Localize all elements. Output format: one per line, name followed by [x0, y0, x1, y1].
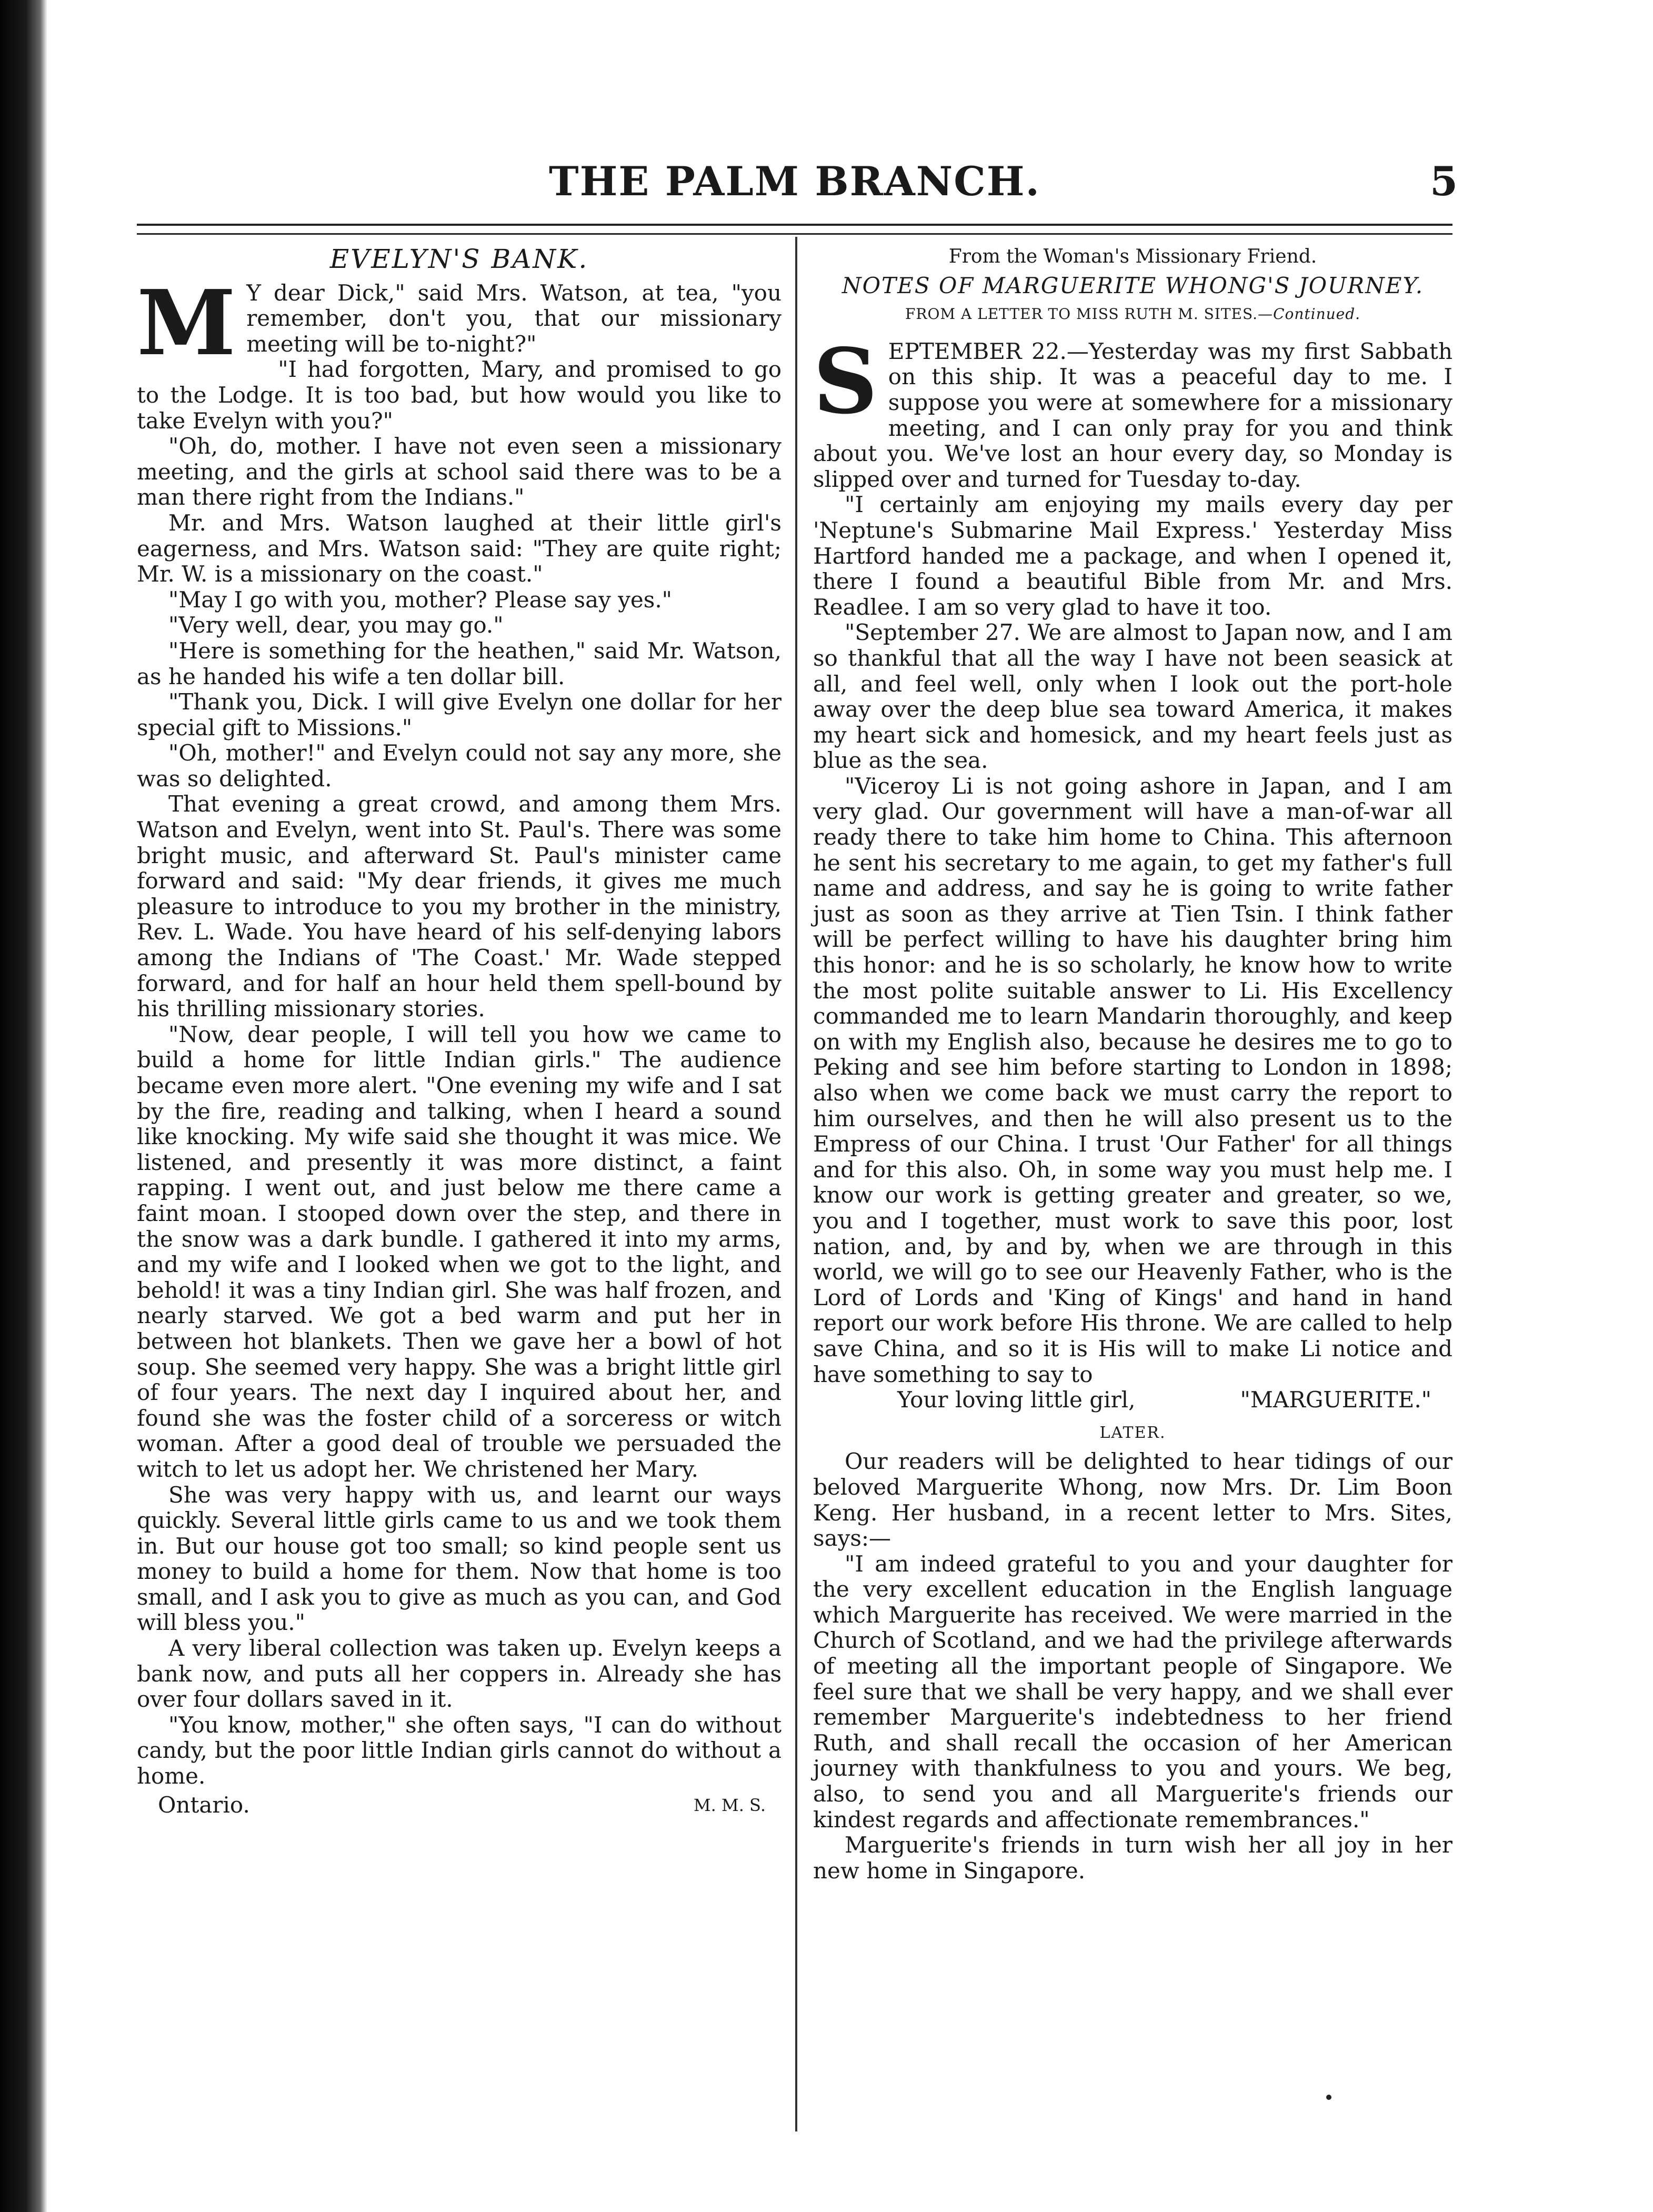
page-header: [137, 158, 1458, 216]
paragraph: Y dear Dick," said Mrs. Watson, at tea, "you remember, don't you, that our missionary meeting will be to-night?": [246, 279, 782, 357]
paragraph: "Viceroy Li is not going ashore in Japan, and I am very glad. Our government will have a man-of-war all ready there to take him home to China. This afternoon he sent his secretary to me again, to get my father's full name and address, and say he is going to write father just as soon as they arrive at Tien Tsin. I think father will be perfect willing to have his daughter bring him this honor: and he is so scholarly, he know how to write the most polite suitable answer to Li. His Excellency commanded me to learn Mandarin thoroughly, and keep on with my English also, because he desires me to go to Peking and see him before starting to London in 1898; also when we come back we must carry the report to him ourselves, and then he will also present us to the Empress of our China. I trust 'Our Father' for all things and for this also. Oh, in some way you must help me. I know our work is getting greater and greater, so we, you and I together, must work to save this poor, lost nation, and, by and by, when we are through in this world, we will go to see our Heavenly Father, who is the Lord of Lords and 'King of Kings' and hand in hand report our work before His throne. We are called to help save China, and so it is His will to make Li notice and have something to say to: [813, 773, 1452, 1387]
closing-text: Your loving little girl,: [897, 1387, 1136, 1413]
paragraph: "Oh, do, mother. I have not even seen a missionary meeting, and the girls at school said there was to be a man there right from the Indians.": [137, 433, 782, 511]
paragraph: "I certainly am enjoying my mails every day per 'Neptune's Submarine Mail Express.' Yesterday Miss Hartford handed me a package, and when I opened it, there I found a beautiful Bible from Mr. and Mrs. Readlee. I am so very glad to have it too.: [813, 492, 1452, 620]
paragraph: "Very well, dear, you may go.": [168, 612, 504, 638]
drop-cap: M: [137, 270, 236, 376]
paragraph: "Thank you, Dick. I will give Evelyn one dollar for her special gift to Missions.": [137, 689, 782, 740]
column-divider: [795, 237, 797, 2131]
ink-speck: [1326, 2095, 1331, 2100]
byline-continued: Continued.: [1273, 305, 1361, 323]
paragraph: EPTEMBER 22.—Yesterday was my first Sabbath on this ship. It was a peaceful day to me. I suppose you were at somewhere for a missionary meeting, and I can only pray for you and think about you. We've lost an hour every day, so Monday is slipped over and turned for Tuesday to-day.: [813, 338, 1452, 492]
byline: [813, 302, 1452, 327]
paragraph: Our readers will be delighted to hear tidings of our beloved Marguerite Whong, now Mrs. Dr. Lim Boon Keng. Her husband, in a recent letter to Mrs. Sites, says:—: [813, 1448, 1452, 1552]
paragraph: "I am indeed grateful to you and your daughter for the very excellent education in the English language which Marguerite has received. We were married in the Church of Scotland, and we had the privilege afterwards of meeting all the important people of Singapore. We feel sure that we shall be very happy, and we shall ever remember Marguerite's indebtedness to her friend Ruth, and shall recall the occasion of her American journey with thankfulness to you and yours. We beg, also, to send you and all Marguerite's friends our kindest regards and affectionate remembrances.": [813, 1550, 1452, 1833]
paragraph: She was very happy with us, and learnt our ways quickly. Several little girls came to us and we took them in. But our house got too small; so kind people sent us money to build a home for them. Now that home is too small, and I ask you to give as much as you can, and God will bless you.": [137, 1482, 782, 1636]
page-title: THE PALM BRANCH.: [549, 158, 1040, 205]
story-title: EVELYN'S BANK.: [329, 244, 589, 274]
signoff: [137, 1793, 782, 1818]
header-rule: [137, 224, 1452, 235]
article-title: NOTES OF MARGUERITE WHONG'S JOURNEY.: [841, 272, 1424, 298]
source-line: From the Woman's Missionary Friend.: [948, 246, 1317, 267]
left-column: [137, 242, 782, 1818]
paragraph: Marguerite's friends in turn wish her all joy in her new home in Singapore.: [813, 1832, 1452, 1884]
signature: "MARGUERITE.": [1240, 1387, 1431, 1413]
paragraph: "September 27. We are almost to Japan now, and I am so thankful that all the way I have not been seasick at all, and feel well, only when I look out the port-hole away over the deep blue sea toward America, it makes my heart sick and homesick, and my heart feels just as blue as the sea.: [813, 619, 1452, 774]
drop-cap: S: [813, 328, 878, 434]
paragraph: "May I go with you, mother? Please say yes.": [168, 586, 672, 613]
paragraph: That evening a great crowd, and among them Mrs. Watson and Evelyn, went into St. Paul's. There was some bright music, and afterward St. Paul's minister came forward and said: "My dear friends, it gives me much pleasure to introduce to you my brother in the ministry, Rev. L. Wade. You have heard of his self-denying labors among the Indians of 'The Coast.' Mr. Wade stepped forward, and for half an hour held them spell-bound by his thrilling missionary stories.: [137, 791, 782, 1022]
byline-text: FROM A LETTER TO MISS RUTH M. SITES.—: [905, 305, 1274, 323]
page-number: 5: [1430, 158, 1458, 205]
paragraph: "Oh, mother!" and Evelyn could not say any more, she was so delighted.: [137, 740, 782, 792]
scan-edge: [0, 0, 47, 2212]
later-heading: LATER.: [1099, 1423, 1166, 1442]
paragraph: "You know, mother," she often says, "I can do without candy, but the poor little Indian girls cannot do without a home.: [137, 1711, 782, 1789]
paragraph: Mr. and Mrs. Watson laughed at their little girl's eagerness, and Mrs. Watson said: "They are quite right; Mr. W. is a missionary on the coast.": [137, 509, 782, 587]
closing-line: [897, 1387, 1431, 1413]
paragraph: A very liberal collection was taken up. Evelyn keeps a bank now, and puts all her coppers in. Already she has over four dollars saved in it.: [137, 1635, 782, 1713]
paragraph: "Now, dear people, I will tell you how we came to build a home for little Indian girls." The audience became even more alert. "One evening my wife and I sat by the fire, reading and talking, when I heard a sound like knocking. My wife said she thought it was mice. We listened, and presently it was more distinct, a faint rapping. I went out, and just below me there came a faint moan. I stooped down over the step, and there in the snow was a dark bundle. I gathered it into my arms, and my wife and I looked when we got to the light, and behold! it was a tiny Indian girl. She was half frozen, and nearly starved. We got a bed warm and put her in between hot blankets. Then we gave her a bowl of hot soup. She seemed very happy. She was a bright little girl of four years. The next day I inquired about her, and found she was the foster child of a sorceress or witch woman. After a good deal of trouble we persuaded the witch to let us adopt her. We christened her Mary.: [137, 1021, 782, 1482]
paragraph: "Here is something for the heathen," said Mr. Watson, as he handed his wife a ten dollar bill.: [137, 637, 782, 689]
author-initials: M. M. S.: [693, 1795, 766, 1815]
place: Ontario.: [158, 1791, 250, 1818]
right-column: [813, 242, 1452, 1884]
paragraph: "I had forgotten, Mary, and promised to go to the Lodge. It is too bad, but how would you like to take Evelyn with you?": [137, 356, 782, 434]
